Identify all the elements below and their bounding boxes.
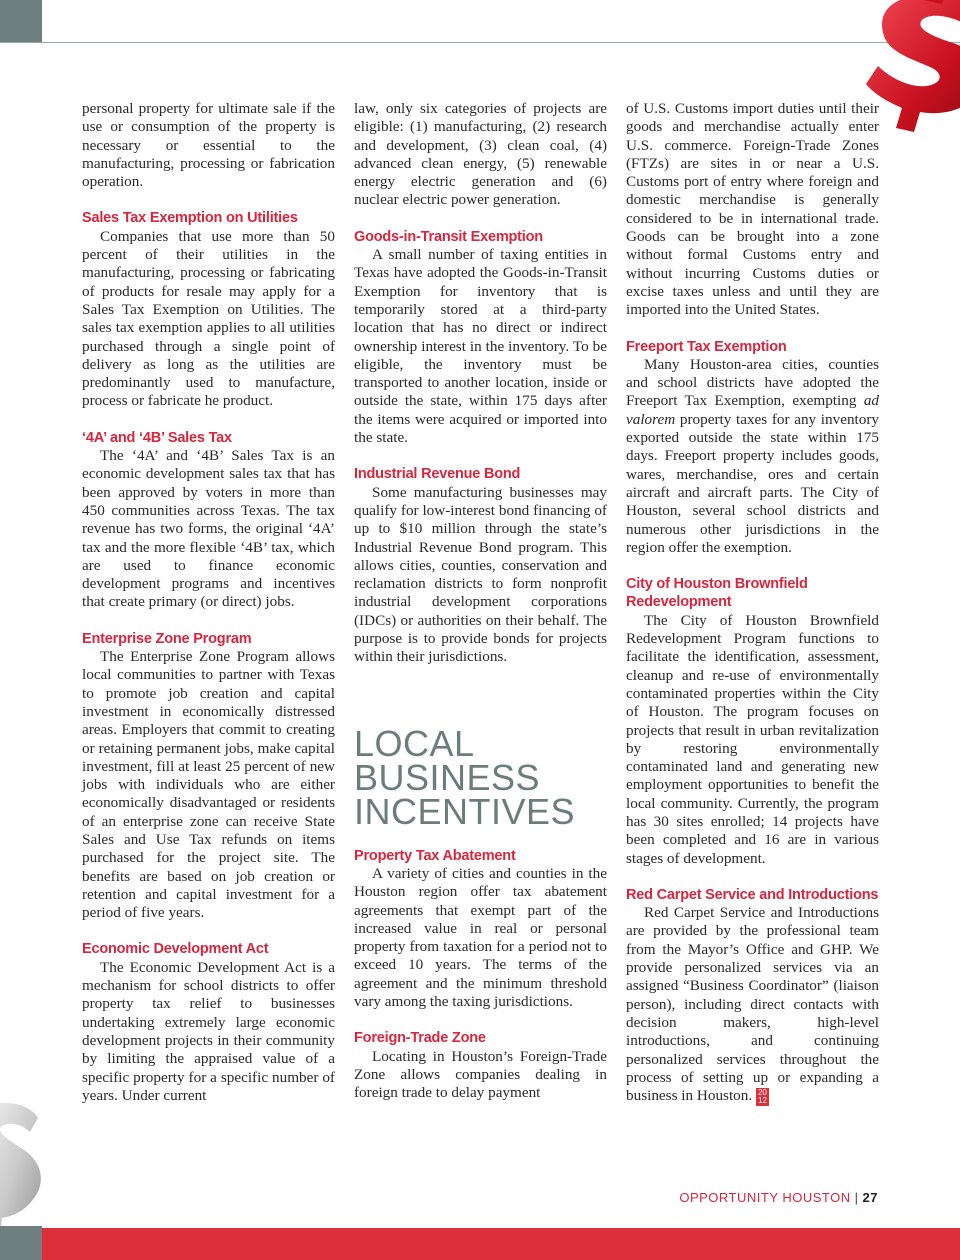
paragraph-text: property taxes for any inventory exported outside the state within 175 days. Freeport property includes goods, wares, merchandise, ores and certain aircraft and aircraft parts. The City of Houston, several school districts and numerous other jurisdictions in the region offer the exemption. xyxy=(626,410,879,556)
paragraph: A variety of cities and counties in the Houston region offer tax abatement agreements that exempt part of the increased value in real or personal property from taxation for a period not to exceed 10 years. The terms of the agreement and the minimum threshold vary among the taxing jurisdictions. xyxy=(354,864,607,1010)
paragraph xyxy=(626,904,879,1105)
section-title-line: BUSINESS xyxy=(354,756,541,798)
column-2 xyxy=(354,100,607,1102)
footer-tab xyxy=(0,1226,42,1260)
paragraph: Some manufacturing businesses may qualify for low-interest bond financing of up to $10 million through the state’s Industrial Revenue Bond program. This allows cities, counties, conservation and reclamation districts to form nonprofit industrial development corporations (IDCs) or authorities on their behalf. The purpose is to provide bonds for projects within their jurisdictions. xyxy=(354,483,607,666)
paragraph-text: Red Carpet Service and Introductions are provided by the professional team from the Mayor’s Office and GHP. We provide personalized services via an assigned “Business Coordinator” (liaison person), including direct contacts with decision makers, high-level introductions, and continuing personalized services throughout the process of setting up or expanding a business in Houston. xyxy=(626,904,879,1105)
header-tab xyxy=(0,0,42,42)
page-number: 27 xyxy=(862,1190,878,1205)
section-title-line: LOCAL xyxy=(354,722,475,764)
year-badge-top: 20 xyxy=(757,1087,767,1097)
section-heading: Property Tax Abatement xyxy=(354,847,516,864)
paragraph: Companies that use more than 50 percent of their utilities in the manufacturing, processing or fabricating of products for resale may apply for a Sales Tax Exemption on Utilities. The sales tax exemption applies to all utilities purchased through a single point of delivery as long as the utilities are predominantly used to manufacture, process or fabricate he product. xyxy=(82,227,335,410)
section-title-line: INCENTIVES xyxy=(354,790,576,832)
column-3 xyxy=(626,100,879,1106)
year-badge-bottom: 12 xyxy=(757,1095,767,1105)
footer-bar xyxy=(0,1228,960,1260)
paragraph: The ‘4A’ and ‘4B’ Sales Tax is an economic development sales tax that has been approved by voters in more than 450 communities across Texas. The tax revenue has two forms, the original ‘4A’ tax and the more flexible ‘4B’ tax, which are used to finance economic development programs and incentives that create primary (or direct) jobs. xyxy=(82,447,335,611)
section-heading: Foreign-Trade Zone xyxy=(354,1030,486,1047)
section-title xyxy=(354,722,607,832)
section-heading: Economic Development Act xyxy=(82,941,269,958)
page-footer xyxy=(679,1190,878,1205)
section-heading: Enterprise Zone Program xyxy=(82,630,252,647)
header-rule xyxy=(0,42,960,43)
section-heading: Industrial Revenue Bond xyxy=(354,466,521,483)
paragraph: A small number of taxing entities in Texas have adopted the Goods-in-Transit Exemption for inventory that is temporarily stored at a third-party location that has no direct or indirect ownership interest in the inventory. To be eligible, the inventory must be transported to another location, inside or outside the state, within 175 days after the items were acquired or imported into the state. xyxy=(354,246,607,447)
column-1 xyxy=(82,100,335,1105)
section-heading: Goods-in-Transit Exemption xyxy=(354,228,543,245)
paragraph: Locating in Houston’s Foreign-Trade Zone allows companies dealing in foreign trade to delay payment xyxy=(354,1047,607,1102)
section-heading: Freeport Tax Exemption xyxy=(626,338,787,355)
paragraph: personal property for ultimate sale if the use or consumption of the property is necessary or essential to the manufacturing, processing or fabrication operation. xyxy=(82,100,335,191)
paragraph: The City of Houston Brownfield Redevelopment Program functions to facilitate the identification, assessment, cleanup and re-use of environmentally contaminated properties within the City of Houston. The program focuses on projects that result in urban revitalization by restoring environmentally contaminated land and generating new employment opportunities to benefit the local community. Currently, the program has 30 sites enrolled; 14 projects have been completed and 16 are in various stages of development. xyxy=(626,611,879,867)
footer-separator: | xyxy=(854,1190,859,1205)
paragraph-text: Many Houston-area cities, counties and school districts have adopted the Freeport Tax Exemption, exempting xyxy=(626,355,879,410)
paragraph: The Enterprise Zone Program allows local communities to partner with Texas to promote job creation and capital investment in economically distressed areas. Employers that commit to creating or retaining permanent jobs, make capital investment, fill at least 25 percent of new jobs with individuals who are either economically disadvantaged or residents of an enterprise zone can receive State Sales and Use Tax refunds on items purchased for the project site. The benefits are based on job creation or retention and capital investment for a period of five years. xyxy=(82,648,335,922)
paragraph: of U.S. Customs import duties until their goods and merchandise actually enter U.S. commerce. Foreign-Trade Zones (FTZs) are sites in or near a U.S. Customs port of entry where foreign and domestic merchandise is generally considered to be in international trade. Goods can be brought into a zone without formal Customs entry and without incurring Customs duties or excise taxes unless and until they are imported into the United States. xyxy=(626,100,879,319)
paragraph: The Economic Development Act is a mechanism for school districts to offer property tax relief to businesses undertaking extremely large economic development projects in their community by limiting the appraised value of a specific property for a specific number of years. Under current xyxy=(82,958,335,1104)
section-heading: ‘4A’ and ‘4B’ Sales Tax xyxy=(82,429,232,446)
publication-title: OPPORTUNITY HOUSTON xyxy=(679,1190,851,1205)
year-badge xyxy=(756,1088,769,1106)
paragraph: law, only six categories of projects are eligible: (1) manufacturing, (2) research and development, (3) clean coal, (4) advanced clean energy, (5) renewable energy electric generation and (6) nuclear electric power generation. xyxy=(354,100,607,209)
section-heading: Sales Tax Exemption on Utilities xyxy=(82,210,298,227)
section-heading: City of Houston Brownfield Redevelopment xyxy=(626,576,808,611)
paragraph xyxy=(626,356,879,557)
italic-term: ad valorem xyxy=(626,392,880,428)
section-heading: Red Carpet Service and Introductions xyxy=(626,886,879,903)
